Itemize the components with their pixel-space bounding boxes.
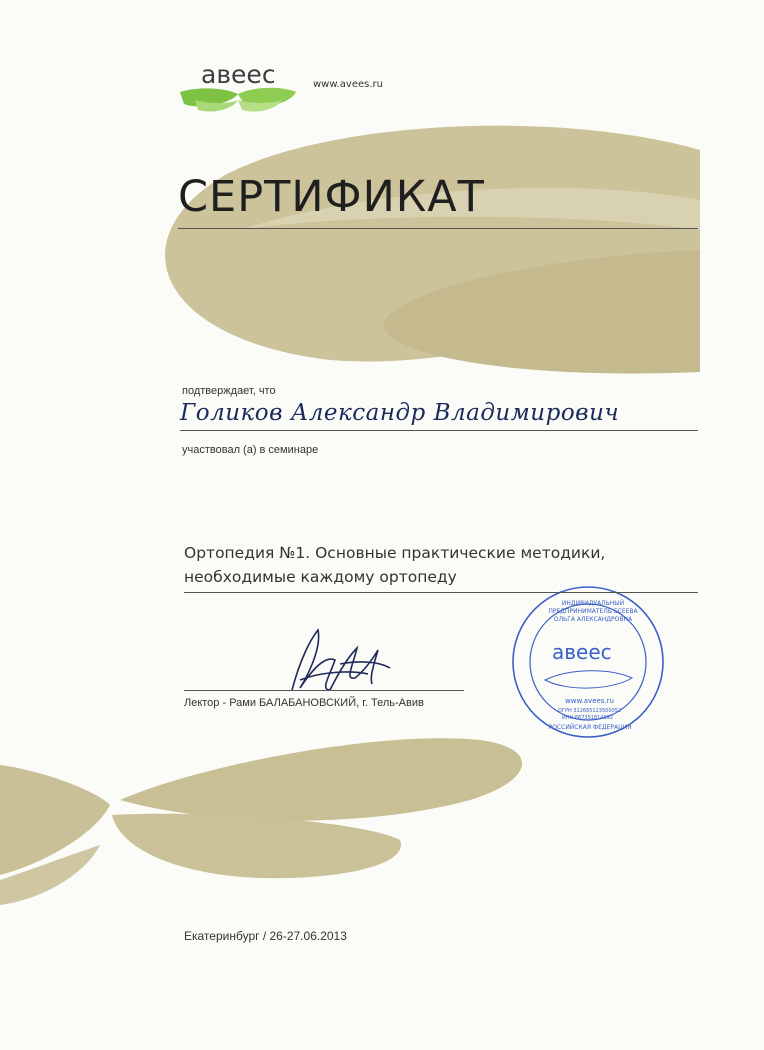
lower-right-wing-upper <box>120 738 522 820</box>
certificate-title: СЕРТИФИКАТ <box>178 172 485 222</box>
stamp-url: www.avees.ru <box>565 697 614 705</box>
site-url: www.avees.ru <box>313 79 383 90</box>
lower-left-wing-shape <box>0 765 110 875</box>
signature <box>292 630 390 690</box>
confirms-text: подтверждает, что <box>182 385 276 397</box>
course-line-2: необходимые каждому ортопеду <box>184 568 457 586</box>
lower-right-wing-lower <box>112 814 401 878</box>
stamp-ogrn: ОГРН 312665123500052 <box>558 708 622 714</box>
course-title <box>184 541 605 589</box>
place-date: Екатеринбург / 26-27.06.2013 <box>184 929 347 943</box>
participated-text: участвовал (а) в семинаре <box>182 444 319 456</box>
stamp-inn: ИНН 667351814692 <box>562 715 614 721</box>
stamp-bottom-text: РОССИЙСКАЯ ФЕДЕРАЦИЯ <box>548 724 632 731</box>
title-underline <box>178 228 698 229</box>
course-underline <box>184 592 698 593</box>
stamp-wings <box>545 671 632 688</box>
recipient-name: Голиков Александр Владимирович <box>180 400 620 426</box>
stamp-logo: авеес <box>552 640 612 664</box>
lecturer-rule <box>184 690 464 691</box>
logo-wordmark: авеес <box>201 60 276 89</box>
course-line-1: Ортопедия №1. Основные практические методики, <box>184 544 606 562</box>
lecturer-text: Лектор - Рами БАЛАБАНОВСКИЙ, г. Тель-Авив <box>184 697 424 709</box>
stamp-outer-text: ИНДИВИДУАЛЬНЫЙ ПРЕДПРИНИМАТЕЛЬ ЕСЕЕВА ОЛЬГА АЛЕКСАНДРОВНА <box>548 600 638 623</box>
recipient-underline <box>180 430 698 431</box>
